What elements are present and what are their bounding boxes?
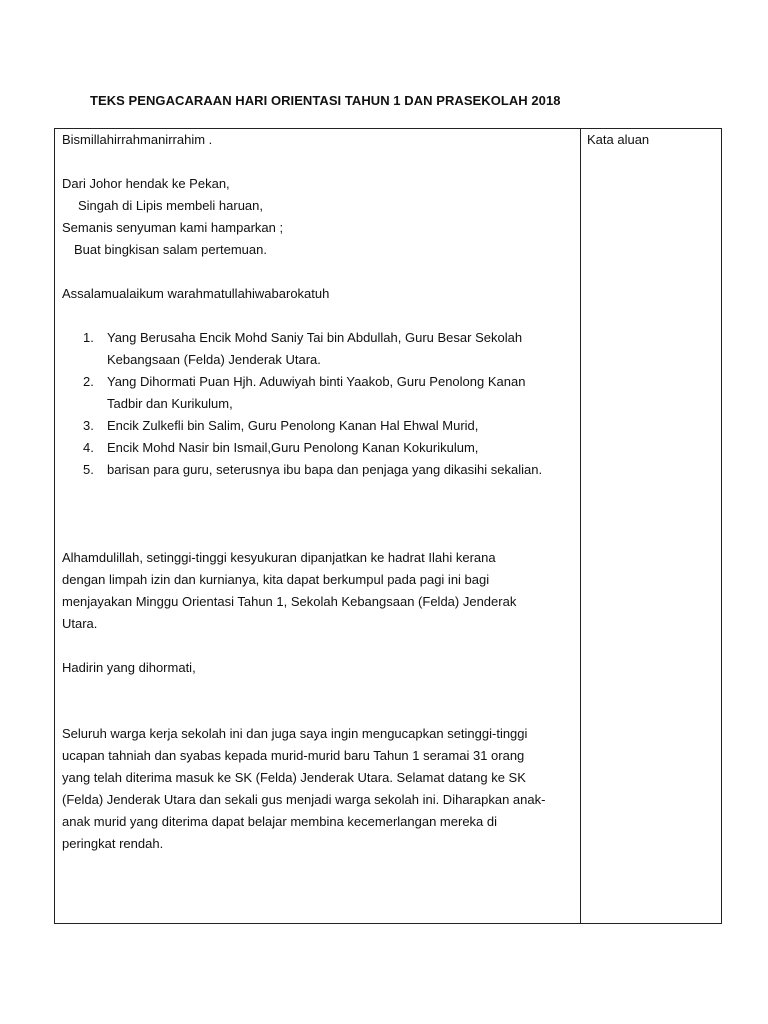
pantun-line: Singah di Lipis membeli haruan, [78, 198, 263, 213]
paragraph-line: Seluruh warga kerja sekolah ini dan juga saya ingin mengucapkan setinggi-tinggi [62, 726, 528, 741]
document-title: TEKS PENGACARAAN HARI ORIENTASI TAHUN 1 DAN PRASEKOLAH 2018 [90, 93, 561, 108]
spacer [62, 151, 576, 173]
spacer [62, 679, 576, 723]
list-item [62, 327, 576, 371]
paragraph-line: peringkat rendah. [62, 836, 164, 851]
list-item [62, 371, 576, 415]
list-number: 4. [83, 440, 94, 455]
attendee-list [62, 327, 576, 481]
pantun [62, 173, 576, 261]
side-note: Kata aluan [587, 132, 650, 147]
paragraph-line: menjayakan Minggu Orientasi Tahun 1, Sekolah Kebangsaan (Felda) Jenderak [62, 594, 517, 609]
opening-line: Bismillahirrahmanirrahim . [62, 132, 213, 147]
paragraph-thanksgiving [62, 547, 576, 635]
spacer [62, 635, 576, 657]
paragraph-line: yang telah diterima masuk ke SK (Felda) Jenderak Utara. Selamat datang ke SK [62, 770, 526, 785]
paragraph-line: anak murid yang diterima dapat belajar membina kecemerlangan mereka di [62, 814, 498, 829]
list-number: 2. [83, 374, 94, 389]
list-number: 3. [83, 418, 94, 433]
paragraph-line: Alhamdulillah, setinggi-tinggi kesyukuran dipanjatkan ke hadrat Ilahi kerana [62, 550, 496, 565]
list-number: 5. [83, 462, 94, 477]
paragraph-line: dengan limpah izin dan kurnianya, kita dapat berkumpul pada pagi ini bagi [62, 572, 490, 587]
list-item [62, 415, 576, 437]
list-item-line: Yang Dihormati Puan Hjh. Aduwiyah binti Yaakob, Guru Penolong Kanan [107, 374, 526, 389]
list-item [62, 459, 576, 481]
paragraph-line: ucapan tahniah dan syabas kepada murid-murid baru Tahun 1 seramai 31 orang [62, 748, 525, 763]
spacer [62, 481, 576, 547]
list-item [62, 437, 576, 459]
script-table [54, 128, 722, 924]
column-divider [580, 129, 581, 923]
list-item-line: Tadbir dan Kurikulum, [107, 396, 233, 411]
paragraph-line: (Felda) Jenderak Utara dan sekali gus menjadi warga sekolah ini. Diharapkan anak- [62, 792, 546, 807]
list-item-line: Encik Zulkefli bin Salim, Guru Penolong Kanan Hal Ehwal Murid, [107, 418, 479, 433]
pantun-line: Buat bingkisan salam pertemuan. [74, 242, 267, 257]
salam-line: Assalamualaikum warahmatullahiwabarokatuh [62, 286, 330, 301]
notes-cell [587, 129, 717, 151]
greeting-line: Hadirin yang dihormati, [62, 660, 196, 675]
pantun-line: Dari Johor hendak ke Pekan, [62, 176, 230, 191]
pantun-line: Semanis senyuman kami hamparkan ; [62, 220, 284, 235]
list-number: 1. [83, 330, 94, 345]
spacer [62, 261, 576, 283]
list-item-line: Yang Berusaha Encik Mohd Saniy Tai bin Abdullah, Guru Besar Sekolah [107, 330, 523, 345]
paragraph-line: Utara. [62, 616, 98, 631]
list-item-line: barisan para guru, seterusnya ibu bapa dan penjaga yang dikasihi sekalian. [107, 462, 543, 477]
paragraph-welcome [62, 723, 576, 855]
script-text-cell [62, 129, 576, 855]
spacer [62, 305, 576, 327]
list-item-line: Encik Mohd Nasir bin Ismail,Guru Penolong Kanan Kokurikulum, [107, 440, 479, 455]
list-item-line: Kebangsaan (Felda) Jenderak Utara. [107, 352, 321, 367]
